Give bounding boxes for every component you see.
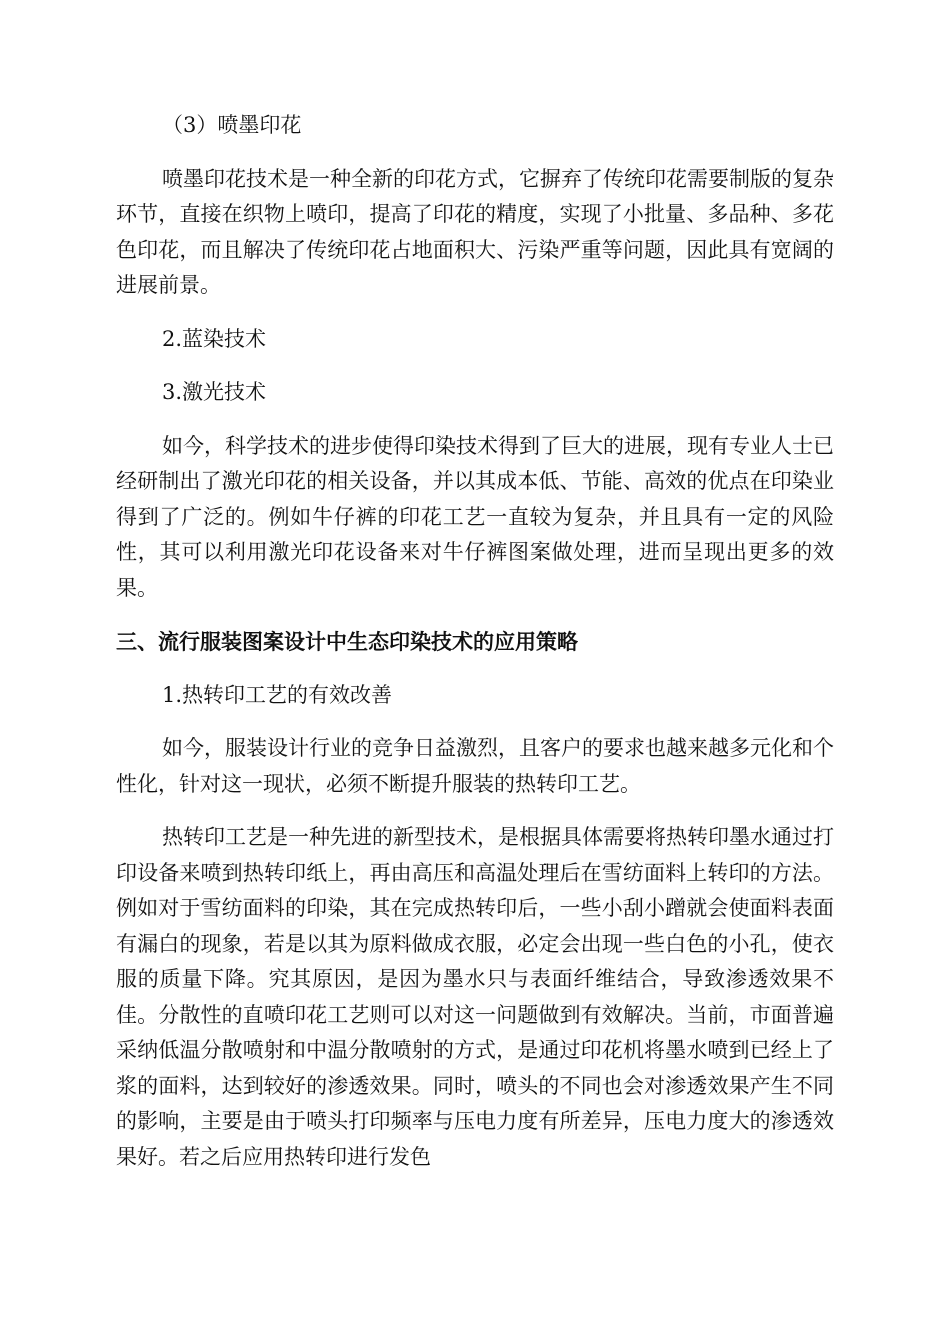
subheading-inkjet-printing: （3）喷墨印花 [162,113,302,137]
subheading-laser-technology: 3.激光技术 [162,380,267,404]
paragraph-inkjet-printing: 喷墨印花技术是一种全新的印花方式，它摒弃了传统印花需要制版的复杂环节，直接在织物上喷印，提高了印花的精度，实现了小批量、多品种、多花色印花，而且解决了传统印花占地面积大、污染严重等问题，因此具有宽阔的进展前景。 [116,166,834,297]
paragraph-heat-transfer-intro: 如今，服装设计行业的竞争日益激烈，且客户的要求也越来越多元化和个性化，针对这一现状，必须不断提升服装的热转印工艺。 [116,736,834,796]
subheading-heat-transfer: 1.热转印工艺的有效改善 [162,682,393,707]
subheading-indigo-dyeing: 2.蓝染技术 [162,326,267,351]
paragraph-heat-transfer-detail: 热转印工艺是一种先进的新型技术，是根据具体需要将热转印墨水通过打印设备来喷到热转印纸上，再由高压和高温处理后在雪纺面料上转印的方法。例如对于雪纺面料的印染，其在完成热转印后，一些小刮小蹭就会使面料表面有漏白的现象，若是以其为原料做成衣服，必定会出现一些白色的小孔，使衣服的质量下降。究其原因，是因为墨水只与表面纤维结合，导致渗透效果不佳。分散性的直喷印花工艺则可以对这一问题做到有效解决。当前，市面普遍采纳低温分散喷射和中温分散喷射的方式，是通过印花机将墨水喷到已经上了浆的面料，达到较好的渗透效果。同时，喷头的不同也会对渗透效果产生不同的影响，主要是由于喷头打印频率与压电力度有所差异，压电力度大的渗透效果好。若之后应用热转印进行发色 [116,825,834,1169]
paragraph-laser-technology: 如今，科学技术的进步使得印染技术得到了巨大的进展，现有专业人士已经研制出了激光印花的相关设备，并以其成本低、节能、高效的优点在印染业得到了广泛的。例如牛仔裤的印花工艺一直较为复杂，并且具有一定的风险性，其可以利用激光印花设备来对牛仔裤图案做处理，进而呈现出更多的效果。 [116,433,834,600]
section-heading-application-strategy: 三、流行服装图案设计中生态印染技术的应用策略 [116,629,578,654]
